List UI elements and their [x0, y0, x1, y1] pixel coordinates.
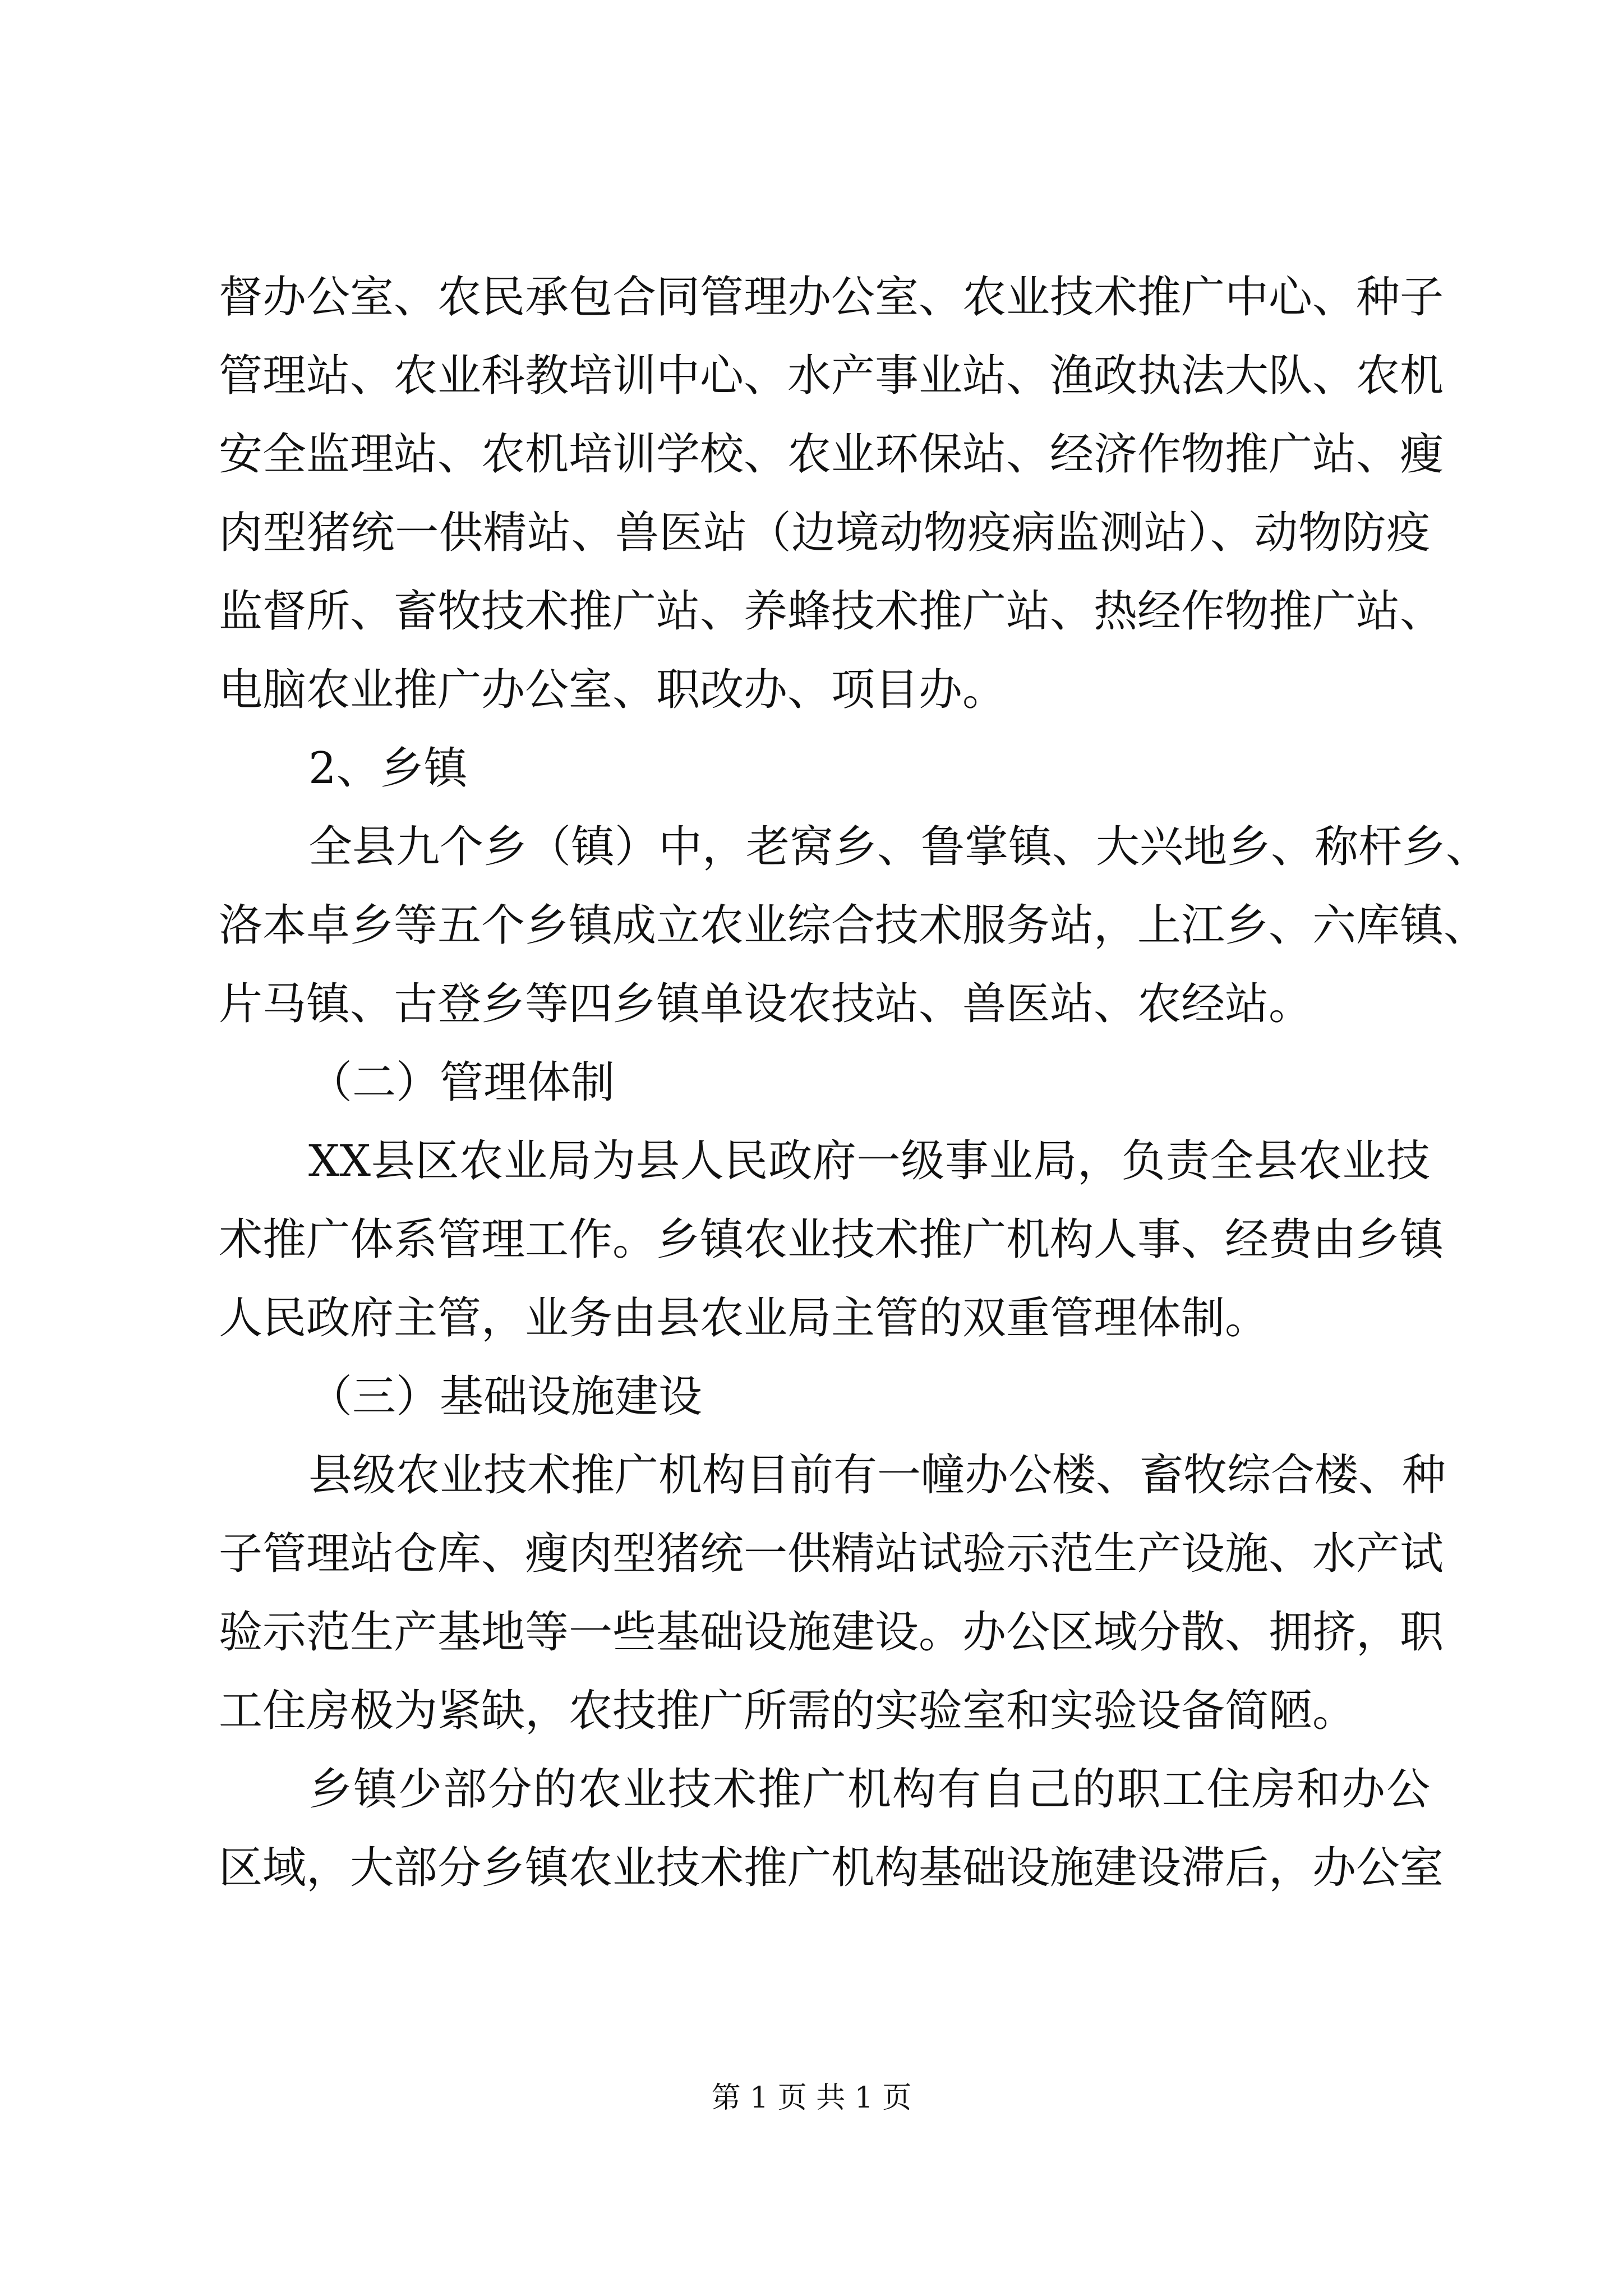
- section-heading: （二）管理体制: [308, 1057, 615, 1108]
- text-line: 督办公室、农民承包合同管理办公室、农业技术推广中心、种子: [219, 272, 1444, 323]
- text-line: 电脑农业推广办公室、职改办、项目办。: [219, 665, 1007, 715]
- text-line: 管理站、农业科教培训中心、水产事业站、渔政执法大队、农机: [219, 351, 1444, 401]
- text-line: 区域，大部分乡镇农业技术推广机构基础设施建设滞后，办公室: [219, 1843, 1444, 1893]
- text-line: 监督所、畜牧技术推广站、养蜂技术推广站、热经作物推广站、: [219, 586, 1444, 637]
- text-line: 片马镇、古登乡等四乡镇单设农技站、兽医站、农经站。: [219, 979, 1313, 1029]
- text-line: 县级农业技术推广机构目前有一幢办公楼、畜牧综合楼、种: [308, 1450, 1446, 1501]
- text-line: XX县区农业局为县人民政府一级事业局，负责全县农业技: [308, 1136, 1430, 1186]
- text-line: 全县九个乡（镇）中，老窝乡、鲁掌镇、大兴地乡、称杆乡、: [308, 822, 1490, 872]
- text-line: 乡镇少部分的农业技术推广机构有自己的职工住房和办公: [308, 1764, 1430, 1815]
- text-line: 验示范生产基地等一些基础设施建设。办公区域分散、拥挤，职: [219, 1607, 1444, 1658]
- section-heading: 2、乡镇: [308, 743, 468, 794]
- page-footer: 第 1 页 共 1 页: [711, 2081, 912, 2115]
- text-line: 子管理站仓库、瘦肉型猪统一供精站试验示范生产设施、水产试: [219, 1529, 1444, 1579]
- text-line: 术推广体系管理工作。乡镇农业技术推广机构人事、经费由乡镇: [219, 1214, 1444, 1265]
- text-line: 人民政府主管，业务由县农业局主管的双重管理体制。: [219, 1293, 1269, 1343]
- text-line: 安全监理站、农机培训学校、农业环保站、经济作物推广站、瘦: [219, 429, 1444, 480]
- text-line: 工住房极为紧缺，农技推广所需的实验室和实验设备简陋。: [219, 1686, 1357, 1736]
- text-line: 洛本卓乡等五个乡镇成立农业综合技术服务站，上江乡、六库镇、: [219, 900, 1488, 951]
- document-body: [219, 258, 1490, 1907]
- text-line: 肉型猪统一供精站、兽医站（边境动物疫病监测站）、动物防疫: [219, 508, 1430, 558]
- section-heading: （三）基础设施建设: [308, 1372, 703, 1422]
